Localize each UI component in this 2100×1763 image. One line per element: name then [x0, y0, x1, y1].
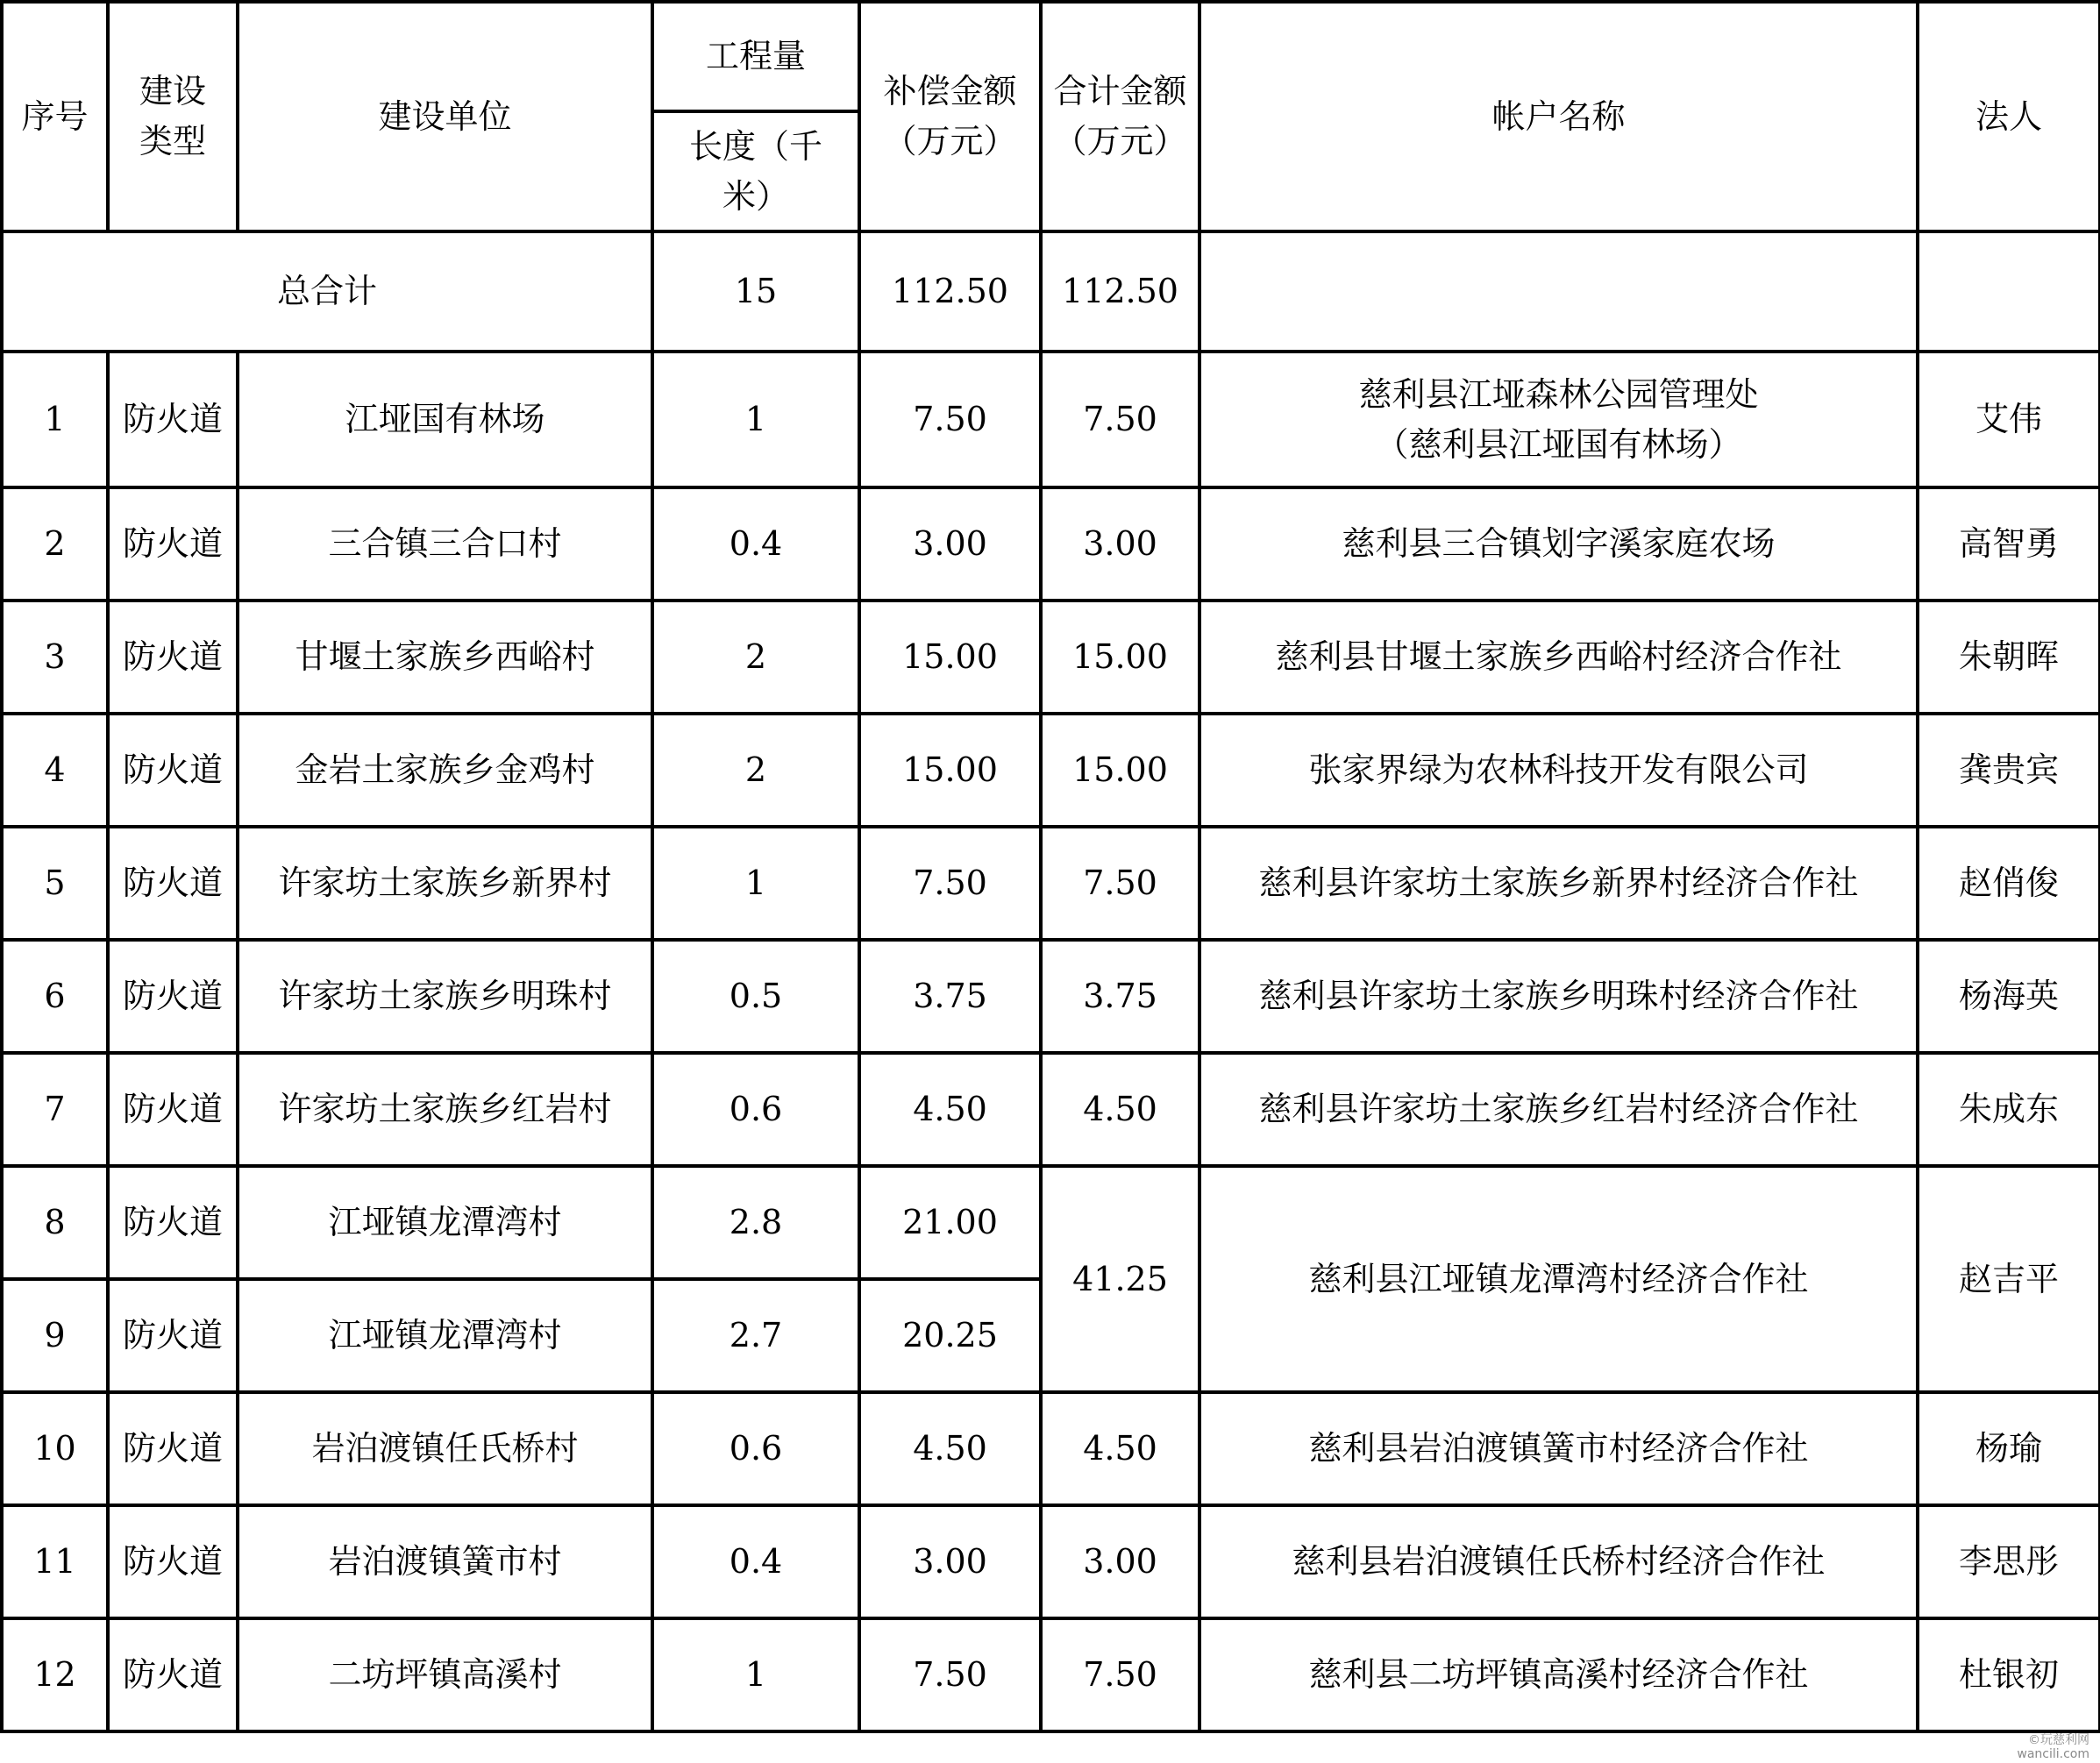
row-account-line1: 慈利县江垭森林公园管理处 [1358, 374, 1759, 414]
row-seq: 1 [2, 352, 108, 487]
row-seq: 2 [2, 487, 108, 601]
row-type: 防火道 [108, 1166, 238, 1279]
row-type: 防火道 [108, 1279, 238, 1392]
table-row [2, 1392, 2100, 1505]
row-total: 3.00 [1041, 487, 1199, 601]
table-row [2, 601, 2100, 714]
row-account: 慈利县三合镇划字溪家庭农场 [1199, 487, 1918, 601]
table-row [2, 940, 2100, 1053]
row-length: 2.7 [652, 1279, 859, 1392]
row-type: 防火道 [108, 714, 238, 827]
row-seq: 12 [2, 1618, 108, 1731]
row-seq: 10 [2, 1392, 108, 1505]
row-account: 慈利县许家坊土家族乡新界村经济合作社 [1199, 827, 1918, 940]
row-type: 防火道 [108, 1053, 238, 1166]
row-type: 防火道 [108, 940, 238, 1053]
row-account: 慈利县二坊坪镇高溪村经济合作社 [1199, 1618, 1918, 1731]
row-compensation: 7.50 [859, 352, 1041, 487]
watermark [2011, 1733, 2089, 1761]
row-seq: 7 [2, 1053, 108, 1166]
row-seq: 4 [2, 714, 108, 827]
row-type: 防火道 [108, 827, 238, 940]
row-compensation: 15.00 [859, 601, 1041, 714]
summary-row [2, 231, 2100, 352]
row-total: 7.50 [1041, 827, 1199, 940]
row-seq: 3 [2, 601, 108, 714]
row-legal: 赵吉平 [1918, 1166, 2100, 1392]
header-length: 长度（千米） [652, 111, 859, 231]
row-length: 0.4 [652, 1505, 859, 1618]
row-total: 3.75 [1041, 940, 1199, 1053]
table-row [2, 487, 2100, 601]
row-compensation: 7.50 [859, 1618, 1041, 1731]
row-unit: 甘堰土家族乡西峪村 [238, 601, 652, 714]
row-total: 4.50 [1041, 1392, 1199, 1505]
row-legal: 李思彤 [1918, 1505, 2100, 1618]
row-account: 慈利县岩泊渡镇任氏桥村经济合作社 [1199, 1505, 1918, 1618]
table-row [2, 1618, 2100, 1731]
row-type: 防火道 [108, 1618, 238, 1731]
row-seq: 5 [2, 827, 108, 940]
row-compensation: 4.50 [859, 1392, 1041, 1505]
header-compensation: 补偿金额（万元） [859, 2, 1041, 231]
table-row [2, 352, 2100, 487]
row-compensation: 4.50 [859, 1053, 1041, 1166]
row-account: 慈利县江垭镇龙潭湾村经济合作社 [1199, 1166, 1918, 1392]
row-length: 2 [652, 714, 859, 827]
row-type: 防火道 [108, 487, 238, 601]
header-quantity: 工程量 [652, 2, 859, 111]
row-legal: 杨瑜 [1918, 1392, 2100, 1505]
row-legal: 艾伟 [1918, 352, 2100, 487]
row-account-line2: （慈利县江垭国有林场） [1375, 424, 1742, 464]
row-total: 7.50 [1041, 352, 1199, 487]
row-unit: 二坊坪镇高溪村 [238, 1618, 652, 1731]
row-unit: 金岩土家族乡金鸡村 [238, 714, 652, 827]
row-length: 0.6 [652, 1392, 859, 1505]
header-total-amount: 合计金额（万元） [1041, 2, 1199, 231]
row-length: 2 [652, 601, 859, 714]
row-account: 张家界绿为农林科技开发有限公司 [1199, 714, 1918, 827]
row-legal: 赵俏俊 [1918, 827, 2100, 940]
row-seq: 11 [2, 1505, 108, 1618]
row-compensation: 3.00 [859, 1505, 1041, 1618]
row-unit: 三合镇三合口村 [238, 487, 652, 601]
row-type: 防火道 [108, 1505, 238, 1618]
row-compensation: 20.25 [859, 1279, 1041, 1392]
row-total: 3.00 [1041, 1505, 1199, 1618]
summary-compensation: 112.50 [859, 231, 1041, 352]
row-total: 15.00 [1041, 714, 1199, 827]
summary-label: 总合计 [2, 231, 652, 352]
row-type: 防火道 [108, 1392, 238, 1505]
row-unit: 江垭镇龙潭湾村 [238, 1279, 652, 1392]
row-seq: 6 [2, 940, 108, 1053]
row-compensation: 21.00 [859, 1166, 1041, 1279]
table-row [2, 827, 2100, 940]
table-row [2, 1505, 2100, 1618]
header-type: 建设类型 [108, 2, 238, 231]
row-length: 0.6 [652, 1053, 859, 1166]
summary-legal [1918, 231, 2100, 352]
header-unit: 建设单位 [238, 2, 652, 231]
watermark-line2: wancili.com [2017, 1747, 2089, 1761]
table-row [2, 714, 2100, 827]
row-total: 4.50 [1041, 1053, 1199, 1166]
summary-total: 112.50 [1041, 231, 1199, 352]
table-header-row [2, 2, 2100, 111]
header-seq: 序号 [2, 2, 108, 231]
row-length: 1 [652, 352, 859, 487]
summary-length: 15 [652, 231, 859, 352]
row-total: 15.00 [1041, 601, 1199, 714]
row-legal: 杜银初 [1918, 1618, 2100, 1731]
row-length: 2.8 [652, 1166, 859, 1279]
row-legal: 杨海英 [1918, 940, 2100, 1053]
row-unit: 许家坊土家族乡红岩村 [238, 1053, 652, 1166]
row-account: 慈利县许家坊土家族乡红岩村经济合作社 [1199, 1053, 1918, 1166]
row-account: 慈利县甘堰土家族乡西峪村经济合作社 [1199, 601, 1918, 714]
row-length: 0.4 [652, 487, 859, 601]
row-unit: 许家坊土家族乡明珠村 [238, 940, 652, 1053]
header-legal: 法人 [1918, 2, 2100, 231]
row-account: 慈利县岩泊渡镇簧市村经济合作社 [1199, 1392, 1918, 1505]
row-unit: 江垭镇龙潭湾村 [238, 1166, 652, 1279]
row-account [1199, 352, 1918, 487]
row-legal: 龚贵宾 [1918, 714, 2100, 827]
row-compensation: 15.00 [859, 714, 1041, 827]
row-length: 0.5 [652, 940, 859, 1053]
table-row [2, 1166, 2100, 1279]
row-seq: 9 [2, 1279, 108, 1392]
row-length: 1 [652, 827, 859, 940]
row-compensation: 3.75 [859, 940, 1041, 1053]
row-length: 1 [652, 1618, 859, 1731]
row-compensation: 7.50 [859, 827, 1041, 940]
row-account: 慈利县许家坊土家族乡明珠村经济合作社 [1199, 940, 1918, 1053]
row-unit: 岩泊渡镇簧市村 [238, 1505, 652, 1618]
row-unit: 江垭国有林场 [238, 352, 652, 487]
row-compensation: 3.00 [859, 487, 1041, 601]
row-total: 41.25 [1041, 1166, 1199, 1392]
row-type: 防火道 [108, 352, 238, 487]
header-account: 帐户名称 [1199, 2, 1918, 231]
row-legal: 朱成东 [1918, 1053, 2100, 1166]
row-legal: 高智勇 [1918, 487, 2100, 601]
row-type: 防火道 [108, 601, 238, 714]
row-total: 7.50 [1041, 1618, 1199, 1731]
summary-account [1199, 231, 1918, 352]
row-legal: 朱朝晖 [1918, 601, 2100, 714]
row-unit: 岩泊渡镇任氏桥村 [238, 1392, 652, 1505]
table-row [2, 1053, 2100, 1166]
row-unit: 许家坊土家族乡新界村 [238, 827, 652, 940]
watermark-line1: ©玩慈利网 [2028, 1733, 2089, 1747]
row-seq: 8 [2, 1166, 108, 1279]
